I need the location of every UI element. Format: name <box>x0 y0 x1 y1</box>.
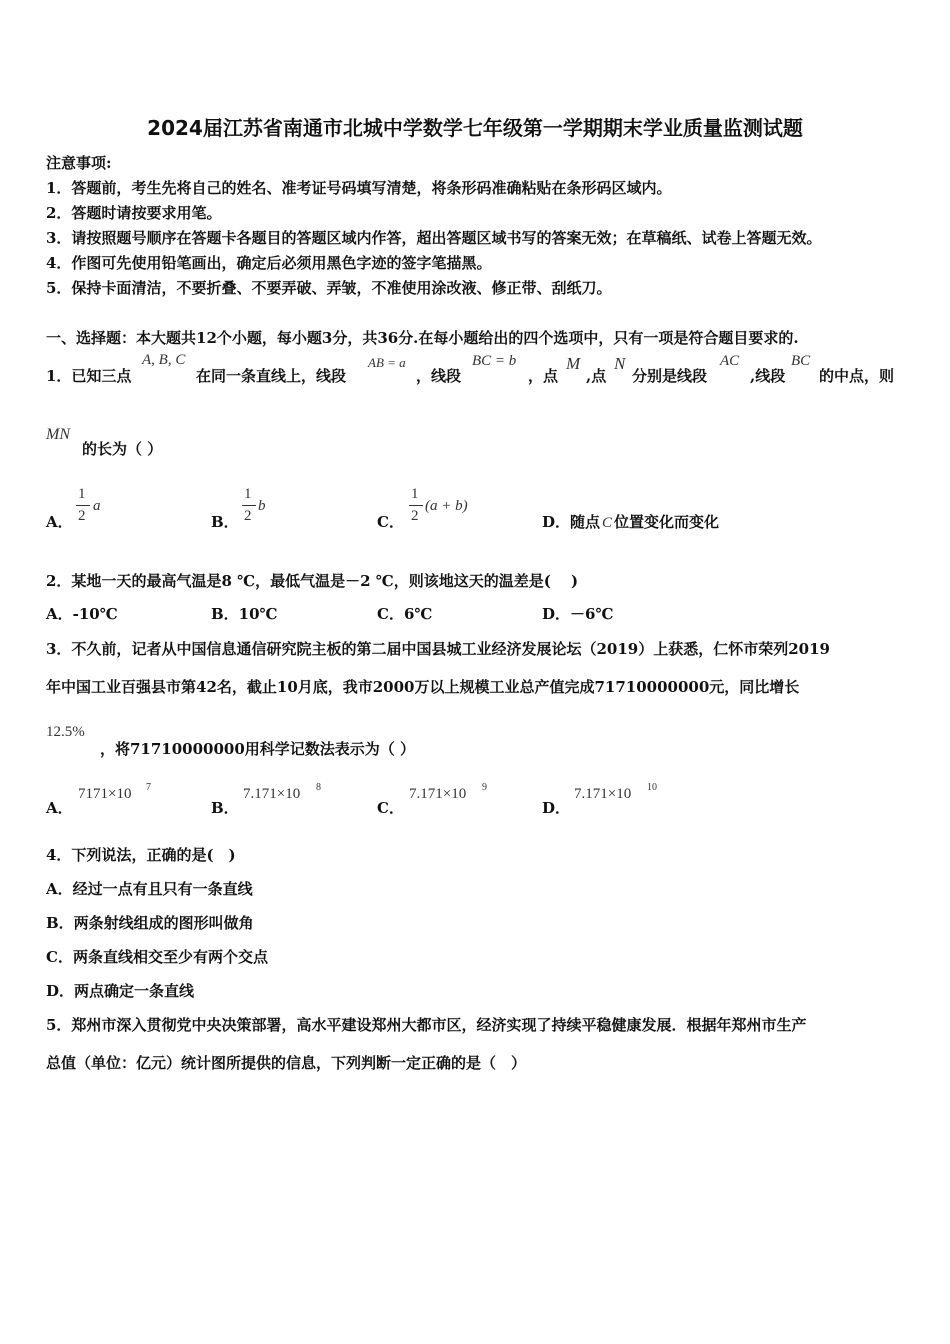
q1-text-4: ，点 <box>528 367 559 385</box>
q2-option-a: A．-10℃ <box>46 605 118 623</box>
notice-item-2: 2．答题时请按要求用笔。 <box>46 204 222 222</box>
q1-math-n: N <box>614 354 626 373</box>
q1-math-abc: A, B, C <box>142 352 186 368</box>
q1-text-2: 在同一条直线上，线段 <box>196 367 347 385</box>
q2-option-c: C．6℃ <box>377 605 433 623</box>
q1-math-bc: BC = b <box>472 353 517 369</box>
q1-text-5: ,点 <box>586 367 607 385</box>
notice-heading: 注意事项: <box>46 154 112 172</box>
q2-option-b: B．10℃ <box>211 605 278 623</box>
fraction-bar <box>76 505 90 506</box>
q1-option-d: D．随点 C 位置变化而变化 <box>542 513 720 531</box>
q2-option-d: D．－6℃ <box>542 605 614 623</box>
question-5-line-1: 5．郑州市深入贯彻党中央决策部署，高水平建设郑州大都市区，经济实现了持续平稳健康发展．根据年郑州市生产 <box>46 1016 807 1034</box>
fraction-bar <box>242 505 256 506</box>
q1-text-6: 分别是线段 <box>632 367 708 385</box>
exam-page: 2024届江苏省南通市北城中学数学七年级第一学期期末学业质量监测试题 注意事项: 1．答题前，考生先将自己的姓名、准考证号码填写清楚，将条形码准确粘贴在条形码区域内。 2．答题时请按要求用笔。 3．请按照题号顺序在答题卡各题目的答题区域内作答，超出答题区域书写的答案无效；在草稿纸、试卷上答题无效。 4．作图可先使用铅笔画出，确定后必须用黑色字迹的签字笔描黑。 5．保持卡面清洁，不要折叠、不要弄破、弄皱，不准使用涂改液、修正带、刮纸刀。 一、选择题：本大题共12个小题，每小题3分，共36分.在每小题给出的四个选项中，只有一项是符合题目要求的. 1．已知三点 A, B, C 在同一条直线上，线段 AB = a ，线段 BC = b ，点 M ,点 N 分别是线段 AC ,线段 BC 的中点，则 MN 的长为（ ） A． 1 2 a B． 1 2 b C． 1 2 (a + b) D．随点 C 位置变化而变化 2．某地一天的最高气温是8 ℃，最低气温是－2 ℃，则该地这天的温差是( ) A．-10℃ B．10℃ C．6℃ D．－6℃ 3．不久前，记者从中国信息通信研究院主板的第二届中国县城工业经济发展论坛（2019）上获悉，仁怀市荣列2019 年中国工业百强县市第42名，截止10月底，我市2000万以上规模工业总产值完成71710000000元，同比增长 12.5% ，将71710000000用科学记数法表示为（ ） A． 7171×10 7 B． 7.171×10 8 C． 7.171×10 9 D． 7.171×10 10 4．下列说法，正确的是( ) A．经过一点有且只有一条直线 B．两条射线组成的图形叫做角 C．两条直线相交至少有两个交点 D．两点确定一条直线 5．郑州市深入贯彻党中央决策部署，高水平建设郑州大都市区，经济实现了持续平稳健康发展．根据年郑州市生产 总值（单位：亿元）统计图所提供的信息，下列判断一定正确的是（ ） <box>0 0 950 1344</box>
q1-math-ac: AC <box>720 353 740 369</box>
q3-percent: 12.5% <box>46 724 85 740</box>
question-5-line-2: 总值（单位：亿元）统计图所提供的信息，下列判断一定正确的是（ ） <box>46 1054 527 1072</box>
q1-text-9: 的长为（ ） <box>82 440 163 458</box>
notice-item-4: 4．作图可先使用铅笔画出，确定后必须用黑色字迹的签字笔描黑。 <box>46 254 492 272</box>
q1-text-8: 的中点，则 <box>819 367 895 385</box>
fraction-bar <box>409 505 423 506</box>
q1-text-1: 1．已知三点 <box>46 367 132 385</box>
notice-item-3: 3．请按照题号顺序在答题卡各题目的答题区域内作答，超出答题区域书写的答案无效；在草稿纸、试卷上答题无效。 <box>46 229 822 247</box>
notice-item-5: 5．保持卡面清洁，不要折叠、不要弄破、弄皱，不准使用涂改液、修正带、刮纸刀。 <box>46 279 612 297</box>
q1-text-7: ,线段 <box>750 367 786 385</box>
q4-option-b: B．两条射线组成的图形叫做角 <box>46 914 254 932</box>
question-3-line-1: 3．不久前，记者从中国信息通信研究院主板的第二届中国县城工业经济发展论坛（2019）上获悉，仁怀市荣列2019 <box>46 640 830 658</box>
question-4-stem: 4．下列说法，正确的是( ) <box>46 846 236 864</box>
notice-item-1: 1．答题前，考生先将自己的姓名、准考证号码填写清楚，将条形码准确粘贴在条形码区域内。 <box>46 179 672 197</box>
q1-text-3: ，线段 <box>416 367 462 385</box>
page-title: 2024届江苏省南通市北城中学数学七年级第一学期期末学业质量监测试题 <box>147 116 803 140</box>
question-2-stem: 2．某地一天的最高气温是8 ℃，最低气温是－2 ℃，则该地这天的温差是( ) <box>46 572 579 590</box>
q1-math-m: M <box>566 354 581 373</box>
q1-math-mn: MN <box>46 426 70 443</box>
q4-option-d: D．两点确定一条直线 <box>46 982 195 1000</box>
section-heading: 一、选择题：本大题共12个小题，每小题3分，共36分.在每小题给出的四个选项中，只有一项是符合题目要求的. <box>46 329 799 347</box>
question-3-line-2: 年中国工业百强县市第42名，截止10月底，我市2000万以上规模工业总产值完成71710000000元，同比增长 <box>46 678 800 696</box>
q1-math-ab: AB = a <box>368 355 406 370</box>
q4-option-c: C．两条直线相交至少有两个交点 <box>46 948 268 966</box>
q1-math-bc2: BC <box>791 353 811 369</box>
q4-option-a: A．经过一点有且只有一条直线 <box>46 880 253 898</box>
